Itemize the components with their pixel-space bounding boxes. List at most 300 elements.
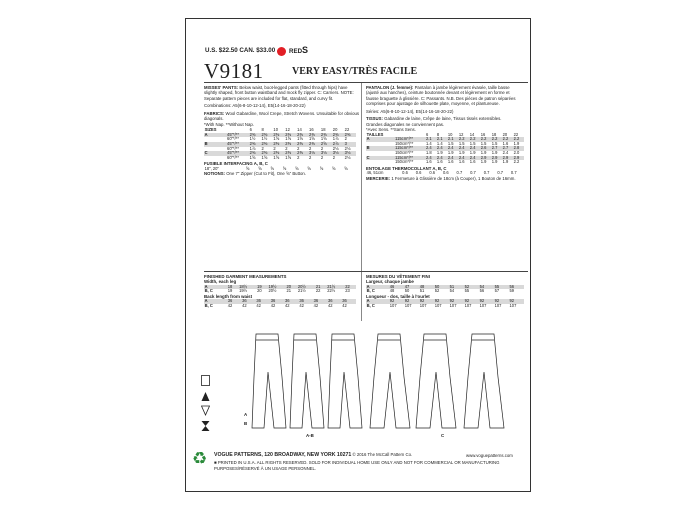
yardage-value: 2.2 [491,136,498,142]
yardage-value: 1⅝ [273,136,280,142]
measure-value: 19 [227,288,233,294]
fabric-width: 60"*/** [227,136,239,142]
view-letter: A [204,283,208,289]
fr-measurements [366,274,521,309]
measure-value: 42 [242,303,247,308]
measure-value: 20 [257,288,262,294]
en-notions: NOTIONS: One 7" Zipper (Cut to Fit), One ⅝" Button. [204,171,306,177]
measure-value: 107 [479,303,487,308]
yardage-value: 1⅝ [261,154,268,160]
recycle-icon: ♻ [192,449,208,468]
size-header: 12 [285,127,290,133]
yardage-value: 2.2 [469,136,476,142]
measure-row [366,304,524,309]
yardage-value: 1.9 [458,150,465,155]
measure-value: 56 [509,283,515,289]
interfacing-value: 0.7 [456,170,463,176]
yardage-value: 3⅛ [332,150,339,156]
view-letter: B [204,141,208,146]
yardage-value: 1⅝ [320,136,327,142]
measure-value: 42 [313,303,319,308]
en-description: MISSES' PANTS: Below waist, boot-legged pants (fitted through hips) have slightly shaped, front button waistband and mock fly zipper. C: Carriers. NOTE: Separate pattern pieces are included for flat, standard, and curvy fit. [204,85,354,101]
fr-yardage-table [366,133,524,165]
yardage-value: 1.6 [469,159,476,165]
view-letter: B, C [366,288,375,294]
size-header: 10 [273,127,278,133]
label-c: C [441,433,445,438]
measure-value: 92 [404,298,410,304]
yardage-value: 2.1 [425,136,432,142]
yardage-value: 2⅜ [309,141,315,146]
measure-value: 92 [479,298,485,304]
yardage-value: 2⅛ [332,145,339,151]
view-letter: A [204,131,208,137]
yardage-value: 2⅜ [249,141,256,146]
yardage-value: 1.9 [469,150,476,155]
fabric-width: 115cm*/** [395,145,414,151]
yardage-value: 2.4 [425,154,432,160]
footer-copyright: © 2016 The McCall Pattern Co. [352,452,413,457]
measure-value: 42 [256,303,261,308]
measure-value: 36 [342,298,347,304]
view-letter: A [204,298,208,304]
interfacing-value: 0.7 [483,170,490,176]
measure-value: 92 [434,298,440,304]
size-header: 22 [513,131,519,137]
yardage-value: 1.6 [425,159,432,165]
yardage-value: 2.4 [436,154,443,160]
fabric-width: 45"*/** [227,141,239,146]
fit-icons [201,375,210,442]
yardage-value: 2.9 [513,154,520,160]
measure-value: 22½ [327,288,336,294]
yardage-value: 2.4 [469,145,476,151]
measure-value: 92 [389,298,395,304]
sizes-label: SIZES [204,127,217,133]
interfacing-value: ⅝ [295,165,299,171]
fr-nap: *Avec Sens. **Sans Sens. [366,127,416,133]
interfacing-value: ⅝ [319,165,324,171]
price: U.S. $22.50 CAN. $33.00 [205,47,276,54]
interfacing-value: 0.7 [497,170,504,176]
view-letter [366,160,395,165]
measure-value: 20½ [297,283,306,289]
yardage-value: 2⅜ [332,131,339,137]
interfacing-value: ⅝ [282,165,287,171]
measure-value: 42 [327,303,333,308]
view-letter: C [204,150,208,156]
measure-value: 92 [419,298,425,304]
size-header: 20 [332,127,338,133]
fabric-width: 115cm*/** [395,136,414,142]
measure-value: 36 [299,298,304,304]
measure-value: 55 [494,283,500,289]
yardage-value: 2.4 [425,145,432,151]
yardage-value: 3 [344,141,347,146]
fr-description: PANTALON (J. femme): Pantalon à jambe légèrement évasée, taille basse (ajusté aux hanches), ceinture boutonnée devant et légèrement en forme et fausse braguette à glissière. C: Passants. N.B. Des pièces de patron séparées comprises pour ajustage de silhouette plate, moyenne, et plantureuse. [366,85,516,107]
size-header: 18 [320,127,326,133]
fr-fabrics: TISSUS: Gabardine de laine, Crêpe de laine, Tissus tissés extensibles. [366,116,502,122]
yardage-value: 2.6 [480,145,487,151]
fabric-width: 150cm*/** [395,150,414,155]
measure-divider [204,271,528,272]
header-divider [204,82,528,83]
yardage-value: 1.6 [447,159,454,165]
yardage-value: 2⅜ [273,150,280,156]
measure-value: 57 [494,288,500,294]
measure-value: 19 [257,283,262,289]
yardage-value: 1⅝ [273,154,280,160]
measure-value: 48 [419,283,425,289]
measure-value: 52 [434,288,440,294]
yardage-value: 1.4 [436,140,443,146]
yardage-value: 2.2 [513,159,520,165]
yardage-value: 3⅛ [320,150,327,156]
fabric-width: 115cm*/** [395,154,414,160]
yardage-value: 1.9 [480,159,487,165]
interfacing-value: ⅝ [307,165,311,171]
yardage-value: 1⅝ [297,136,303,142]
yardage-value: 1.6 [436,159,443,165]
fr-combinations: Séries: A5(6-8-10-12-14), E5(14-16-18-20-22) [366,108,454,114]
measure-value: 54 [479,283,485,289]
fr-width-table [366,285,524,294]
size-code: S [302,45,309,55]
yardage-value: 2.1 [436,136,443,142]
size-header: 16 [480,131,486,137]
en-length-table [204,299,356,308]
measure-value: 107 [389,303,397,308]
yardage-value: 1½ [249,136,256,142]
en-measurements [204,274,359,309]
label-b: B [244,421,248,426]
yardage-value: 2 [297,154,300,160]
measure-value: 42 [227,303,233,308]
yardage-row [204,156,356,161]
measure-value: 20 [286,283,292,289]
size-header: 6 [425,131,429,137]
yardage-value: 1.9 [491,159,498,165]
measure-value: 36 [270,298,276,304]
interfacing-value: 0.6 [415,170,422,176]
yardage-value: 2⅜ [344,131,351,137]
yardage-value: 1⅝ [285,136,291,142]
measure-value: 21½ [297,288,306,294]
pants-line-drawings [246,332,526,432]
yardage-value: 2.4 [502,150,509,155]
measure-value: 36 [285,298,290,304]
yardage-value: 1.9 [480,150,487,155]
size-header: 14 [297,127,302,133]
yardage-value: 2.2 [480,136,487,142]
yardage-value: 2⅜ [261,150,268,156]
pattern-envelope-back [185,18,531,492]
interfacing-value: 0.6 [442,170,449,176]
fr-width-label: Largeur, chaque jambe [366,279,414,285]
yardage-value: 2⅜ [249,150,256,156]
french-column [366,85,521,181]
measure-value: 50 [434,283,440,289]
column-divider [361,83,362,321]
yardage-value: 2.2 [502,136,509,142]
yardage-value: 2.8 [513,145,520,151]
view-letter: B, C [204,303,213,308]
measure-value: 36 [242,298,247,304]
measure-value: 42 [270,303,276,308]
yardage-value: 1.8 [425,150,432,155]
yardage-value: 2 [261,145,264,151]
measure-value: 46 [389,283,395,289]
measure-value: 36 [313,298,319,304]
label-a: A [244,412,248,417]
sizes-label: TAILLES [366,131,384,137]
yardage-value: 2 [344,136,347,142]
red-dot-icon [277,47,286,56]
yardage-value: 3⅛ [344,150,351,156]
measure-value: 107 [434,303,442,308]
measure-value: 22 [345,283,350,289]
yardage-value: 1.6 [502,140,509,146]
label-ab: A-B [306,433,314,438]
yardage-value: 1.6 [458,159,465,165]
yardage-value: 2.2 [458,136,465,142]
yardage-value: 1.9 [502,159,509,165]
size-header: 22 [344,127,350,133]
measure-value: 21 [286,288,292,294]
footer-address: VOGUE PATTERNS, 120 BROADWAY, NEW YORK 10271 [214,452,352,458]
measure-value: 18½ [239,283,248,289]
measure-value: 59 [509,288,515,294]
yardage-value: 2⅜ [249,131,256,137]
interfacing-value: ⅝ [344,165,348,171]
yardage-value: 2⅛ [344,145,351,151]
en-width-table [204,285,356,294]
yardage-value: 1½ [261,136,268,142]
measure-value: 48 [389,288,395,294]
yardage-value: 2.4 [469,154,476,160]
measure-value: 107 [419,303,427,308]
yardage-value: 2 [309,145,312,151]
measure-value: 36 [256,298,261,304]
yardage-value: 1.5 [480,140,487,146]
fr-interfacing-label: ENTOILAGE THERMOCOLLANT A, B, C [366,165,447,171]
measure-value: 52 [464,283,470,289]
yardage-value: 2⅜ [261,141,268,146]
yardage-row [366,160,524,165]
measure-value: 36 [327,298,333,304]
en-measure-title: FINISHED GARMENT MEASUREMENTS [204,274,287,279]
fabric-width: 60"*/** [227,154,239,160]
yardage-value: 1.5 [447,140,454,146]
en-width-label: Width, each leg [204,279,237,285]
fr-diag: Grandes diagonales ne conviennent pas. [366,121,445,127]
interfacing-value: ⅝ [270,165,274,171]
measure-value: 107 [464,303,472,308]
fr-notions: MERCERIE: 1 Fermeture à Glissière de 18cm (à Couper), 1 Bouton de 16mm. [366,175,516,181]
measure-value: 92 [509,298,515,304]
yardage-value: 1.5 [469,140,476,146]
yardage-value: 2.9 [502,154,509,160]
measure-value: 51 [449,283,455,289]
measure-value: 22 [315,288,321,294]
yardage-value: 2 [297,145,300,151]
measure-value: 107 [404,303,412,308]
measure-value: 55 [464,288,470,294]
yardage-value: 2.9 [480,154,487,160]
view-letter [204,156,226,161]
yardage-value: 1.9 [491,150,498,155]
size-header: 12 [458,131,464,137]
yardage-value: 2⅜ [285,141,291,146]
yardage-value: 2⅜ [273,141,280,146]
size-header: 6 [249,127,252,133]
yardage-value: 2.4 [458,154,465,160]
english-column [204,85,359,177]
fr-length-table [366,299,524,308]
yardage-value: 2.4 [458,145,465,151]
yardage-value: 2⅜ [297,141,303,146]
measure-value: 54 [449,288,455,294]
interfacing-value: ⅝ [245,165,250,171]
yardage-value: 1.9 [447,150,454,155]
yardage-value: 1⅝ [285,154,291,160]
yardage-value: 2⅜ [320,131,327,137]
measure-value: 42 [299,303,304,308]
size-header: 8 [436,131,440,137]
en-combinations: Combinations: A5(6-8-10-12-14), E5(14-16-18-20-22) [204,103,306,109]
size-header: 14 [469,131,475,137]
measure-value: 20½ [268,288,277,294]
measure-value: 51 [419,288,425,294]
measure-value: 107 [494,303,502,308]
yardage-value: 1⅝ [249,154,256,160]
measure-value: 42 [285,303,290,308]
fr-length-label: Longueur - dos, taille à l'ourlet [366,294,430,299]
yardage-value: 1⅞ [249,145,256,151]
interfacing-width: 46, 51cm [366,170,384,176]
yardage-value: 2 [332,154,336,160]
view-letter: A [366,136,370,142]
fabric-width: 45"*/** [227,150,239,156]
footer-website[interactable]: www.voguepatterns.com [466,453,513,458]
yardage-value: 2.9 [491,154,498,160]
en-interfacing-label: FUSIBLE INTERFACING A, B, C [204,161,268,167]
interfacing-value: ⅝ [258,165,262,171]
measure-value: 56 [479,288,485,294]
measure-value: 21 [315,283,321,289]
yardage-value: 2⅜ [261,131,268,137]
yardage-value: 2.7 [491,145,498,151]
view-letter: B, C [204,288,213,294]
measure-value: 36 [227,298,233,304]
yardage-value: 2⅜ [309,131,315,137]
measure-value: 92 [464,298,470,304]
view-letter: A [366,283,370,289]
size-header: 18 [491,131,497,137]
view-letter: C [366,154,370,160]
yardage-value: 2.4 [436,145,443,151]
measure-value: 21½ [327,283,336,289]
yardage-value: 3⅛ [309,150,315,156]
en-length-label: Back length from waist [204,294,253,299]
interfacing-value: 0.7 [510,170,517,176]
yardage-value: 2 [320,154,324,160]
view-letter: B [366,145,370,151]
yardage-value: 1⅝ [309,136,315,142]
fr-measure-title: MESURES DU VÊTEMENT FINI [366,274,430,279]
fit-shape-icon [201,375,210,437]
en-fabrics: FABRICS: Wool Gabardine, Wool Crepe, Stretch Wovens. Unsuitable for obvious diagonals. [204,111,360,122]
color-code: RED [289,48,303,55]
yardage-value: 2.2 [513,136,520,142]
flag-icon: ■ [214,460,217,465]
yardage-value: 2⅜ [285,150,291,156]
measure-value: 47 [404,283,410,289]
yardage-value: 2.0 [513,150,520,155]
yardage-value: 2 [285,145,288,151]
yardage-value: 2⅜ [297,131,303,137]
view-letter: B, C [366,303,375,308]
interfacing-value: 0.6 [402,170,408,176]
yardage-value: 2 [320,145,324,151]
fabric-width: 150cm*/** [395,140,414,146]
measure-value: 107 [509,303,517,308]
size-header: 8 [261,127,264,133]
size-header: 20 [502,131,508,137]
measure-row [204,304,356,309]
footer-legal: ■ PRINTED IN U.S.A. ALL RIGHTS RESERVED. SOLD FOR INDIVIDUAL HOME USE ONLY AND NOT FOR COMMERCIAL OR MANUFACTURING PURPOSES/RÉSERVÉ À UN USAGE PERSONNEL. [214,460,500,471]
yardage-value: 2 [273,145,276,151]
yardage-value: 1.5 [491,140,498,146]
yardage-value: 2⅜ [285,131,291,137]
interfacing-value: 0.6 [429,170,436,176]
fabric-width: 60"*/** [227,145,239,151]
yardage-value: 1.4 [425,140,432,146]
yardage-value: 2.4 [447,145,454,151]
yardage-value: 2.4 [447,154,454,160]
yardage-value: 2 [309,154,312,160]
measure-value: 42 [342,303,347,308]
yardage-value: 2.1 [447,136,454,142]
measure-value: 19½ [239,288,248,294]
yardage-value: 2⅛ [344,154,351,160]
interfacing-width: 18", 20" [204,165,219,171]
yardage-value: 2⅝ [320,141,327,146]
yardage-value: 1.5 [458,140,465,146]
footer-address-line [214,452,412,458]
difficulty: VERY EASY/TRÈS FACILE [292,66,418,77]
measure-value: 18 [227,283,233,289]
pattern-number: V9181 [204,59,264,83]
fabric-width: 45"*/** [227,131,239,137]
yardage-value: 1.9 [513,140,520,146]
view-letter: A [366,298,370,304]
size-header: 10 [447,131,453,137]
measure-value: 23 [345,288,350,294]
yardage-value: 2⅜ [297,150,303,156]
measure-value: 92 [449,298,455,304]
yardage-value: 2.7 [502,145,509,151]
yardage-value: 2⅜ [273,131,280,137]
interfacing-value: 0.7 [470,170,476,176]
yardage-value: 1⅞ [332,136,339,142]
en-nap: *With Nap. **Without Nap. [204,121,254,127]
yardage-value: 1.9 [436,150,443,155]
measure-value: 50 [404,288,410,294]
measure-value: 92 [494,298,500,304]
yardage-value: 2⅞ [332,141,339,146]
fabric-width: 150cm*/** [395,159,414,165]
